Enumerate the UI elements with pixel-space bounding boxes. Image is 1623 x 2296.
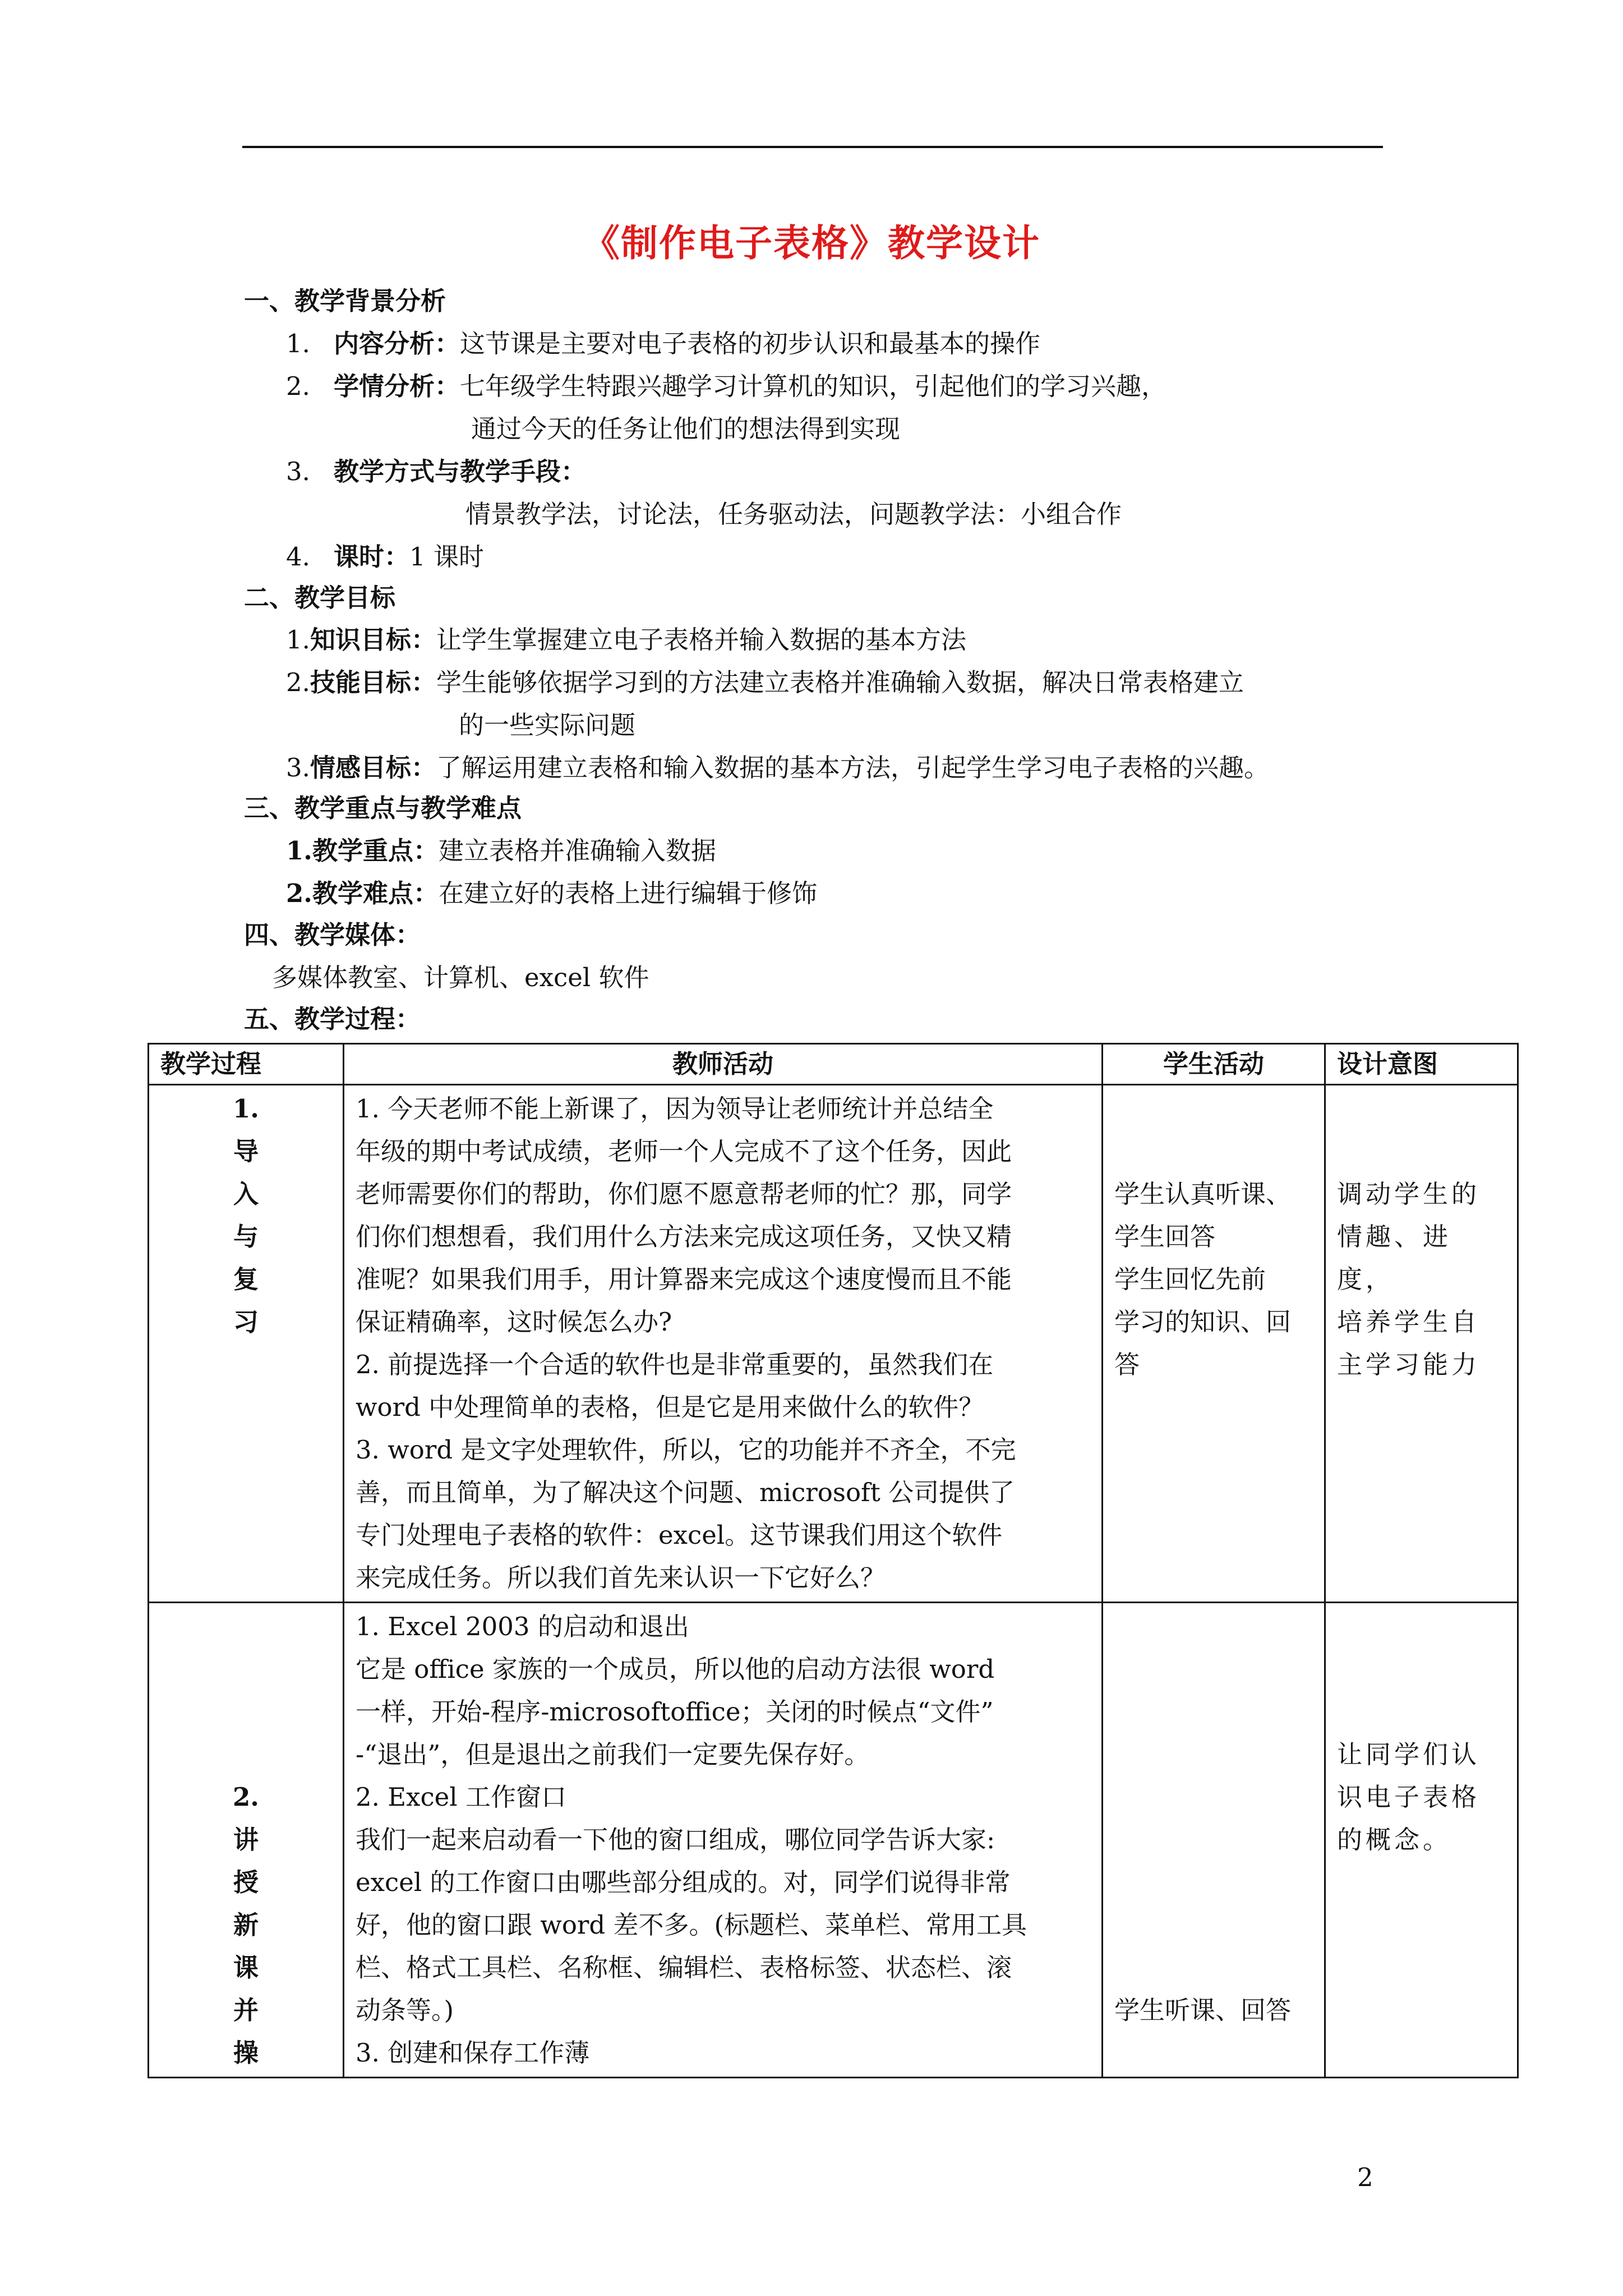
process-table xyxy=(147,1043,1519,2078)
design-line: 识电子表格 xyxy=(1337,1782,1481,1812)
item-learner-analysis xyxy=(286,370,1166,403)
item-text: 让学生掌握建立电子表格并输入数据的基本方法 xyxy=(436,625,966,655)
table-row xyxy=(149,1603,1518,2078)
student-line: 学生回忆先前 xyxy=(1114,1264,1266,1294)
stage-char: 与 xyxy=(233,1222,259,1251)
header-stage: 教学过程 xyxy=(149,1044,344,1085)
teacher-line: 好，他的窗口跟 word 差不多。(标题栏、菜单栏、常用工具 xyxy=(356,1910,1027,1940)
header-design-intent: 设计意图 xyxy=(1325,1044,1518,1085)
item-skill-objective xyxy=(286,666,1244,700)
teacher-line: 准呢？如果我们用手，用计算器来完成这个速度慢而且不能 xyxy=(356,1264,1012,1294)
item-label: 课时： xyxy=(334,542,410,572)
teacher-line: 2. 前提选择一个合适的软件也是非常重要的，虽然我们在 xyxy=(356,1350,994,1379)
item-label: 教学方式与教学手段： xyxy=(334,457,587,486)
teacher-line: 一样，开始-程序-microsoftoffice；关闭的时候点“文件” xyxy=(356,1697,994,1727)
design-line: 培养学生自 xyxy=(1337,1307,1481,1337)
stage-char: 入 xyxy=(233,1179,259,1209)
stage-char: 1. xyxy=(233,1094,259,1124)
item-number: 2. xyxy=(286,668,310,697)
stage-cell xyxy=(149,1603,344,2078)
teacher-line: 2. Excel 工作窗口 xyxy=(356,1782,566,1812)
design-line: 的概念。 xyxy=(1337,1825,1452,1855)
teacher-line: 来完成任务。所以我们首先来认识一下它好么？ xyxy=(356,1563,886,1593)
design-line: 让同学们认 xyxy=(1337,1740,1481,1769)
stage-char: 操 xyxy=(233,2038,259,2068)
section-heading-objectives: 二、教学目标 xyxy=(244,583,396,613)
item-number: 2. xyxy=(286,371,310,401)
student-line: 学习的知识、回 xyxy=(1114,1307,1292,1337)
teacher-line: 3. 创建和保存工作薄 xyxy=(356,2038,590,2068)
teacher-activity-cell xyxy=(344,1085,1103,1603)
header-rule xyxy=(242,146,1383,148)
section-heading-key-points: 三、教学重点与教学难点 xyxy=(244,793,522,823)
section-heading-media: 四、教学媒体： xyxy=(244,920,421,950)
item-number: 3. xyxy=(286,457,310,486)
stage-char: 讲 xyxy=(233,1825,259,1855)
document-title: 《制作电子表格》教学设计 xyxy=(583,221,1040,265)
student-activity-cell xyxy=(1103,1085,1325,1603)
item-number: 3. xyxy=(286,753,310,783)
item-label: 教学重点： xyxy=(312,836,439,866)
design-intent-cell xyxy=(1325,1085,1518,1603)
stage-char: 授 xyxy=(233,1867,259,1897)
header-student-activity: 学生活动 xyxy=(1103,1044,1325,1085)
design-line: 情趣、进度， xyxy=(1337,1222,1452,1294)
stage-char: 导 xyxy=(233,1137,259,1166)
teacher-line: 动条等。) xyxy=(356,1995,454,2025)
stage-char: 2. xyxy=(233,1782,259,1812)
item-text: 学生能够依据学习到的方法建立表格并准确输入数据，解决日常表格建立 xyxy=(436,668,1244,697)
stage-char: 复 xyxy=(233,1264,259,1294)
item-content-analysis xyxy=(286,327,1040,361)
teacher-line: 我们一起来启动看一下他的窗口组成，哪位同学告诉大家: xyxy=(356,1825,995,1855)
teacher-line: word 中处理简单的表格，但是它是用来做什么的软件？ xyxy=(356,1392,984,1422)
table-row xyxy=(149,1085,1518,1603)
teacher-line: 3. word 是文字处理软件，所以，它的功能并不齐全，不完 xyxy=(356,1435,1016,1465)
item-text: 1 课时 xyxy=(409,542,484,572)
stage-char: 课 xyxy=(233,1953,259,1982)
item-emotion-objective xyxy=(286,751,1269,785)
design-intent-cell xyxy=(1325,1603,1518,2078)
student-line: 答 xyxy=(1114,1350,1140,1379)
teacher-line: 老师需要你们的帮助，你们愿不愿意帮老师的忙？那，同学 xyxy=(356,1179,1012,1209)
item-learner-analysis-cont: 通过今天的任务让他们的想法得到实现 xyxy=(471,414,901,444)
item-skill-objective-cont: 的一些实际问题 xyxy=(459,710,636,740)
page-number: 2 xyxy=(1357,2162,1373,2192)
teacher-line: 们你们想想看，我们用什么方法来完成这项任务，又快又精 xyxy=(356,1222,1012,1251)
item-number: 4. xyxy=(286,542,310,572)
table-header-row xyxy=(149,1044,1518,1085)
student-line: 学生回答 xyxy=(1114,1222,1216,1251)
item-class-hours xyxy=(286,540,484,574)
item-number: 1. xyxy=(286,625,310,655)
item-key-point xyxy=(286,834,716,868)
item-text: 七年级学生特跟兴趣学习计算机的知识，引起他们的学习兴趣， xyxy=(460,371,1167,401)
design-line: 主学习能力 xyxy=(1337,1350,1481,1379)
item-number: 2. xyxy=(286,878,312,908)
header-teacher-activity: 教师活动 xyxy=(344,1044,1103,1085)
teacher-line: 善，而且简单，为了解决这个问题、microsoft 公司提供了 xyxy=(356,1478,1015,1507)
teacher-line: 栏、格式工具栏、名称框、编辑栏、表格标签、状态栏、滚 xyxy=(356,1953,1012,1982)
teacher-line: 专门处理电子表格的软件：excel。这节课我们用这个软件 xyxy=(356,1520,1003,1550)
item-label: 学情分析： xyxy=(334,371,460,401)
teacher-line: 1. 今天老师不能上新课了，因为领导让老师统计并总结全 xyxy=(356,1094,994,1124)
teacher-line: 它是 office 家族的一个成员，所以他的启动方法很 word xyxy=(356,1654,995,1684)
student-line: 学生认真听课、 xyxy=(1114,1179,1292,1209)
student-activity-cell xyxy=(1103,1603,1325,2078)
item-label: 情感目标： xyxy=(310,753,436,783)
item-number: 1. xyxy=(286,329,310,358)
item-text: 了解运用建立表格和输入数据的基本方法，引起学生学习电子表格的兴趣。 xyxy=(436,753,1269,783)
item-teaching-methods xyxy=(286,455,586,489)
stage-char: 新 xyxy=(233,1910,259,1940)
design-line: 调动学生的 xyxy=(1337,1179,1481,1209)
item-label: 技能目标： xyxy=(310,668,436,697)
teacher-activity-cell xyxy=(344,1603,1103,2078)
student-line: 学生听课、回答 xyxy=(1114,1995,1292,2025)
item-knowledge-objective xyxy=(286,623,966,657)
teacher-line: 保证精确率，这时候怎么办? xyxy=(356,1307,672,1337)
item-text: 建立表格并准确输入数据 xyxy=(439,836,717,866)
teacher-line: 年级的期中考试成绩，老师一个人完成不了这个任务，因此 xyxy=(356,1137,1012,1166)
item-label: 知识目标： xyxy=(310,625,436,655)
teacher-line: -“退出”，但是退出之前我们一定要先保存好。 xyxy=(356,1740,870,1769)
section-heading-process: 五、教学过程： xyxy=(244,1004,421,1034)
stage-char: 习 xyxy=(233,1307,259,1337)
item-text: 在建立好的表格上进行编辑于修饰 xyxy=(439,878,818,908)
item-text: 这节课是主要对电子表格的初步认识和最基本的操作 xyxy=(460,329,1041,358)
stage-char: 并 xyxy=(233,1995,259,2025)
item-label: 内容分析： xyxy=(334,329,460,358)
teacher-line: excel 的工作窗口由哪些部分组成的。对，同学们说得非常 xyxy=(356,1867,1011,1897)
teacher-line: 1. Excel 2003 的启动和退出 xyxy=(356,1612,689,1641)
stage-cell xyxy=(149,1085,344,1603)
item-teaching-methods-text: 情景教学法，讨论法，任务驱动法，问题教学法：小组合作 xyxy=(465,499,1122,529)
item-difficult-point xyxy=(286,877,817,910)
item-number: 1. xyxy=(286,836,312,866)
item-label: 教学难点： xyxy=(312,878,439,908)
media-text: 多媒体教室、计算机、excel 软件 xyxy=(272,963,649,992)
section-heading-background: 一、教学背景分析 xyxy=(244,286,446,316)
